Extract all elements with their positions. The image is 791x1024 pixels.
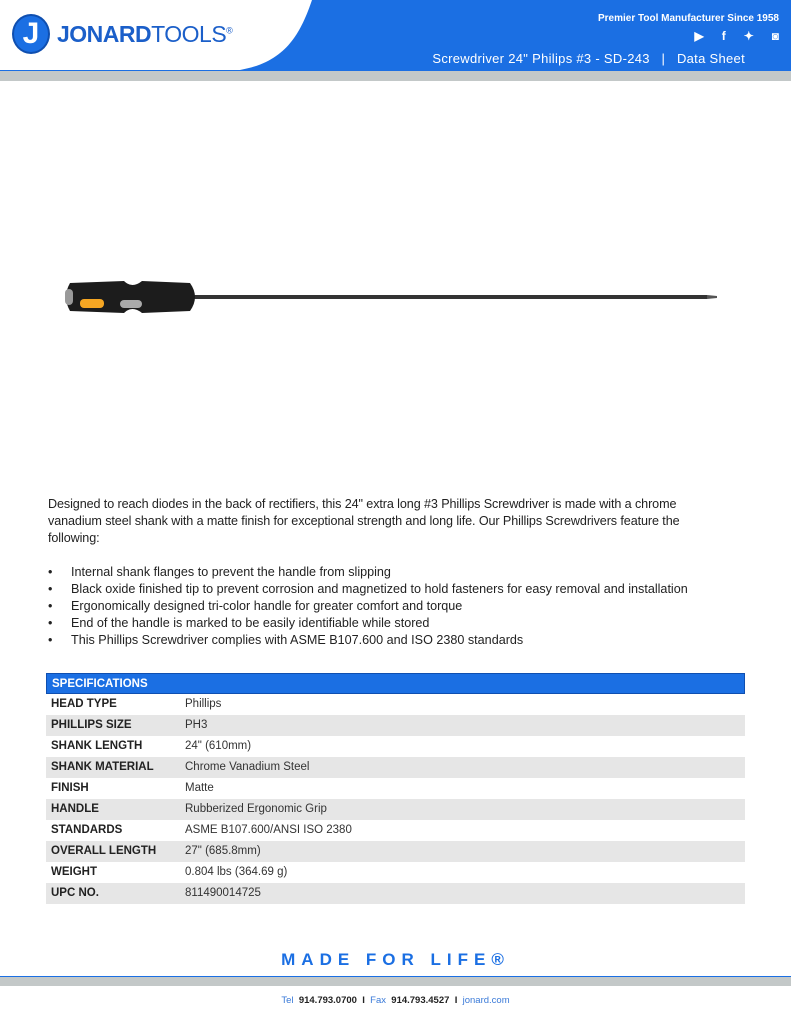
spec-value: 24" (610mm) xyxy=(185,740,252,752)
spec-label: SHANK LENGTH xyxy=(51,740,143,752)
spec-value: PH3 xyxy=(185,719,208,731)
spec-row xyxy=(46,778,745,799)
product-description: Designed to reach diodes in the back of rectifiers, this 24" extra long #3 Phillips Screwdriver is made with a chrome vanadium steel shank with a matte finish for exceptional strength and long life. Our Phillips Screwdrivers feature the following: xyxy=(48,497,680,545)
twitter-icon[interactable]: ✦ xyxy=(743,29,754,43)
tel-number: 914.793.0700 xyxy=(298,995,357,1006)
spec-label: HEAD TYPE xyxy=(51,698,117,710)
spec-label: PHILLIPS SIZE xyxy=(51,719,132,731)
spec-label: SHANK MATERIAL xyxy=(51,761,154,773)
logo-mark: J xyxy=(12,14,50,54)
spec-value: Phillips xyxy=(185,698,222,710)
header-band xyxy=(0,70,791,81)
tagline: Premier Tool Manufacturer Since 1958 xyxy=(598,13,779,24)
feature-item: • Ergonomically designed tri-color handle for greater comfort and torque xyxy=(48,598,748,615)
spec-value: Rubberized Ergonomic Grip xyxy=(185,803,327,815)
youtube-icon[interactable]: ▶ xyxy=(694,29,704,43)
spec-label: OVERALL LENGTH xyxy=(51,845,157,857)
fax-number: 914.793.4527 xyxy=(391,995,450,1006)
contact-footer xyxy=(0,995,791,1006)
separator: I xyxy=(454,995,458,1006)
spec-row xyxy=(46,715,745,736)
spec-value: Matte xyxy=(185,782,214,794)
footer-band xyxy=(0,976,791,986)
spec-row xyxy=(46,841,745,862)
spec-label: STANDARDS xyxy=(51,824,123,836)
instagram-icon[interactable]: ◙ xyxy=(771,29,779,43)
feature-item: • Internal shank flanges to prevent the handle from slipping xyxy=(48,564,748,581)
specifications-table xyxy=(46,673,745,904)
spec-value: 811490014725 xyxy=(185,887,261,899)
spec-value: 27" (685.8mm) xyxy=(185,845,261,857)
spec-row xyxy=(46,694,745,715)
spec-row xyxy=(46,757,745,778)
facebook-icon[interactable]: f xyxy=(721,29,726,43)
screwdriver-image xyxy=(62,275,722,320)
spec-label: HANDLE xyxy=(51,803,99,815)
spec-label: WEIGHT xyxy=(51,866,97,878)
specifications-header: SPECIFICATIONS xyxy=(46,673,745,694)
feature-item: • Black oxide finished tip to prevent corrosion and magnetized to hold fasteners for easy removal and installation xyxy=(48,581,748,598)
separator: I xyxy=(362,995,365,1006)
logo[interactable] xyxy=(12,14,232,54)
feature-item: • This Phillips Screwdriver complies with ASME B107.600 and ISO 2380 standards xyxy=(48,632,748,649)
spec-row xyxy=(46,862,745,883)
spec-label: UPC NO. xyxy=(51,887,99,899)
tel-label: Tel xyxy=(281,995,294,1006)
spec-row xyxy=(46,736,745,757)
slogan: MADE FOR LIFE® xyxy=(281,950,510,969)
spec-value: ASME B107.600/ANSI ISO 2380 xyxy=(185,824,352,836)
document-title: Screwdriver 24" Philips #3 - SD-243 | Data Sheet xyxy=(432,51,745,66)
header-bar xyxy=(0,0,791,70)
spec-row xyxy=(46,820,745,841)
spec-label: FINISH xyxy=(51,782,89,794)
spec-row xyxy=(46,883,745,904)
feature-list xyxy=(48,564,748,649)
brand-bold: JONARD xyxy=(57,20,152,47)
fax-label: Fax xyxy=(370,995,386,1006)
feature-item: • End of the handle is marked to be easily identifiable while stored xyxy=(48,615,748,632)
spec-value: Chrome Vanadium Steel xyxy=(185,761,310,773)
spec-value: 0.804 lbs (364.69 g) xyxy=(185,866,288,878)
spec-row xyxy=(46,799,745,820)
website-link[interactable]: jonard.com xyxy=(462,995,510,1006)
brand-light: TOOLS xyxy=(151,20,227,47)
social-links xyxy=(694,29,779,43)
registered-mark: ® xyxy=(226,24,233,35)
